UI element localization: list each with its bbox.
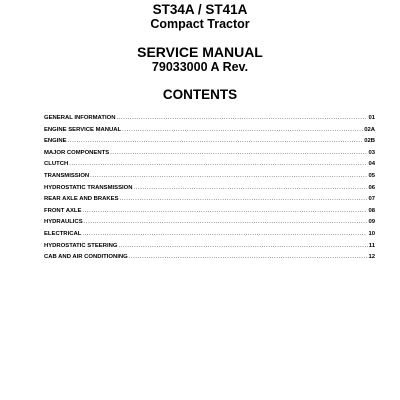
toc-entry[interactable] (44, 206, 375, 218)
toc-entry[interactable] (44, 159, 375, 171)
toc-entry-label: CAB AND AIR CONDITIONING (44, 254, 128, 261)
toc-entry-label: HYDROSTATIC TRANSMISSION (44, 184, 133, 191)
toc-entry-page: 09 (368, 219, 375, 226)
toc-dot-leader (82, 229, 367, 241)
toc-entry-page: 06 (368, 184, 375, 191)
toc-entry-label: CLUTCH (44, 161, 69, 168)
toc-entry-page: 07 (368, 196, 375, 203)
toc-entry-label: HYDROSTATIC STEERING (44, 242, 118, 249)
toc-dot-leader (110, 148, 367, 160)
toc-entry-page: 05 (368, 172, 375, 179)
toc-entry-page: 04 (368, 161, 375, 168)
toc-entry[interactable] (44, 194, 375, 206)
toc-entry-label: TRANSMISSION (44, 172, 90, 179)
table-of-contents (44, 113, 375, 264)
toc-entry-label: ENGINE (44, 138, 67, 145)
toc-entry-label: FRONT AXLE (44, 207, 82, 214)
toc-dot-leader (116, 113, 367, 125)
toc-dot-leader (69, 159, 367, 171)
toc-dot-leader (133, 183, 367, 195)
toc-entry[interactable] (44, 241, 375, 253)
toc-entry-label: GENERAL INFORMATION (44, 115, 116, 121)
toc-dot-leader (82, 206, 367, 218)
manual-title: SERVICE MANUAL (137, 44, 263, 60)
toc-entry-page: 12 (368, 254, 375, 261)
toc-entry-page: 03 (368, 149, 375, 156)
toc-entry[interactable] (44, 148, 375, 160)
toc-entry-page: 10 (368, 230, 375, 237)
toc-entry-page: 02B (364, 138, 375, 145)
model-title: ST34A / ST41A (152, 2, 248, 17)
toc-entry[interactable] (44, 252, 375, 264)
toc-dot-leader (118, 241, 367, 253)
toc-entry-label: HYDRAULICS (44, 219, 83, 226)
toc-entry[interactable] (44, 171, 375, 183)
toc-entry-label: ENGINE SERVICE MANUAL (44, 126, 122, 133)
toc-dot-leader (129, 252, 368, 264)
toc-entry[interactable] (44, 125, 375, 137)
toc-entry-label: REAR AXLE AND BRAKES (44, 196, 119, 203)
toc-entry-page: 11 (368, 242, 375, 249)
manual-revision: 79033000 A Rev. (151, 60, 249, 74)
toc-dot-leader (84, 217, 368, 229)
toc-entry-page: 08 (368, 207, 375, 214)
toc-entry[interactable] (44, 136, 375, 148)
toc-dot-leader (120, 194, 368, 206)
toc-entry[interactable] (44, 113, 375, 125)
toc-entry[interactable] (44, 229, 375, 241)
toc-entry[interactable] (44, 183, 375, 195)
toc-dot-leader (68, 136, 364, 148)
toc-entry-label: ELECTRICAL (44, 230, 82, 237)
toc-entry-page: 02A (364, 126, 375, 133)
toc-entry-label: MAJOR COMPONENTS (44, 149, 110, 156)
toc-entry[interactable] (44, 217, 375, 229)
toc-dot-leader (90, 171, 367, 183)
contents-heading: CONTENTS (162, 87, 238, 102)
product-subtitle: Compact Tractor (150, 17, 250, 31)
toc-dot-leader (122, 125, 363, 137)
toc-entry-page: 01 (368, 115, 375, 121)
